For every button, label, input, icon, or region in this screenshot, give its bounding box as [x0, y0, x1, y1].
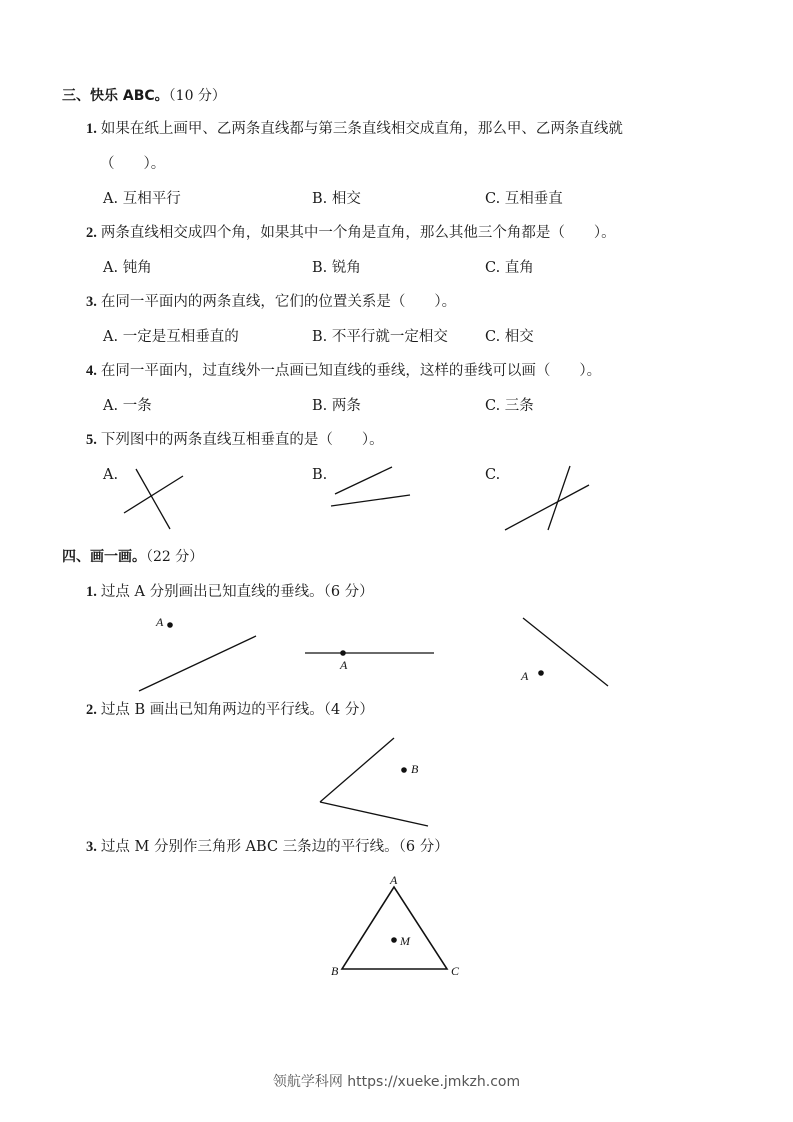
line — [331, 495, 410, 506]
point-dot — [391, 937, 397, 943]
line — [548, 466, 570, 530]
figure-option-b — [331, 467, 410, 506]
question-text: 下列图中的两条直线互相垂直的是（ ）。 — [100, 432, 384, 448]
figure-4-3-triangle — [331, 873, 460, 978]
question-text: 过点 B 画出已知角两边的平行线。（4 分） — [100, 702, 374, 718]
vertex-label-b: B — [331, 964, 339, 978]
question-number: 2. — [86, 225, 97, 241]
option-a: A. — [103, 467, 119, 483]
option-c: C. — [485, 467, 501, 483]
question-number: 3. — [86, 294, 97, 310]
point-label-a: A — [340, 658, 348, 672]
point-dot — [167, 622, 173, 628]
option-c: C. 互相垂直 — [485, 191, 563, 207]
section-3-title: 三、快乐 ABC。 — [62, 88, 169, 104]
point-dot — [538, 670, 544, 676]
line — [335, 467, 392, 494]
given-line — [523, 618, 608, 686]
option-a: A. 一定是互相垂直的 — [103, 329, 239, 345]
angle-side — [320, 802, 428, 826]
option-c: C. 三条 — [485, 398, 534, 414]
question-number: 5. — [86, 432, 97, 448]
given-line — [139, 636, 256, 691]
line — [136, 469, 170, 529]
angle-side — [320, 738, 394, 802]
section-4-points: （22 分） — [146, 549, 204, 565]
question-text: 过点 A 分别画出已知直线的垂线。（6 分） — [100, 584, 374, 600]
section-3-points: （10 分） — [168, 88, 226, 104]
option-c: C. 相交 — [485, 329, 534, 345]
point-dot — [340, 650, 346, 656]
option-c: C. 直角 — [485, 260, 534, 276]
question-text: 如果在纸上画甲、乙两条直线都与第三条直线相交成直角，那么甲、乙两条直线就 — [100, 121, 623, 137]
question-text: 过点 M 分别作三角形 ABC 三条边的平行线。（6 分） — [100, 839, 449, 855]
point-label-a: A — [521, 669, 529, 683]
question-text: 两条直线相交成四个角，如果其中一个角是直角，那么其他三个角都是（ ）。 — [100, 225, 616, 241]
point-label-a: A — [156, 615, 164, 629]
question-number: 2. — [86, 702, 97, 718]
option-a: A. 互相平行 — [103, 191, 181, 207]
question-text: 在同一平面内，过直线外一点画已知直线的垂线，这样的垂线可以画（ ）。 — [100, 363, 602, 379]
figure-4-1-middle — [305, 650, 434, 672]
question-number: 1. — [86, 584, 97, 600]
option-b: B. 相交 — [312, 191, 361, 207]
figure-4-2-angle — [320, 738, 428, 826]
line — [505, 485, 589, 530]
figure-4-1-left — [139, 615, 256, 691]
option-a: A. 一条 — [103, 398, 152, 414]
option-a: A. 钝角 — [103, 260, 152, 276]
option-b: B. 两条 — [312, 398, 361, 414]
figure-option-a — [124, 469, 183, 529]
point-dot — [401, 767, 407, 773]
figure-option-c — [505, 466, 589, 530]
vertex-label-c: C — [451, 964, 460, 978]
point-label-m: M — [400, 934, 410, 948]
line — [124, 476, 183, 513]
question-number: 4. — [86, 363, 97, 379]
option-b: B. — [312, 467, 328, 483]
footer-watermark: 领航学科网 https://xueke.jmkzh.com — [272, 1074, 521, 1090]
question-3-1-continuation: （ ）。 — [100, 156, 166, 172]
question-text: 在同一平面内的两条直线，它们的位置关系是（ ）。 — [100, 294, 457, 310]
option-b: B. 不平行就一定相交 — [312, 329, 448, 345]
question-number: 1. — [86, 121, 97, 137]
point-label-b: B — [411, 762, 419, 776]
vertex-label-a: A — [390, 873, 398, 887]
question-number: 3. — [86, 839, 97, 855]
triangle-abc — [342, 887, 447, 969]
option-b: B. 锐角 — [312, 260, 361, 276]
figure-4-1-right — [520, 618, 608, 686]
section-4-title: 四、画一画。 — [62, 549, 146, 565]
